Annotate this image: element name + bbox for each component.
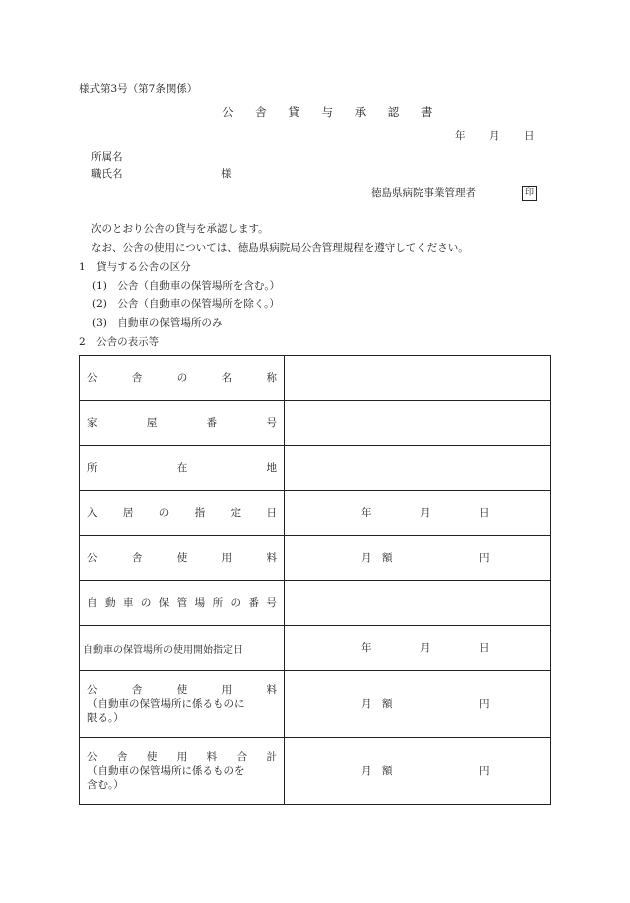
row-value-parking-number [285,581,551,626]
honorific: 様 [221,168,232,180]
body-line-1: 次のとおり公舎の貸与を承認します。 [91,223,269,235]
row-label-parking-number: 自 動 車 の 保 管 場 所 の 番 号 [80,581,285,626]
row-label-location: 所 在 地 [80,446,285,491]
row-label-house-number: 家 屋 番 号 [80,401,285,446]
row-value-location [285,446,551,491]
row-label-housing-fee: 公 舎 使 用 料 [80,536,285,581]
section2-heading: 2 公舎の表示等 [79,336,160,348]
row-value-parking-start-date: 年 月 日 [285,626,551,671]
table-row [80,536,551,581]
row-value-house-number [285,401,551,446]
table-row [80,491,551,536]
document-title: 公 舎 貸 与 承 認 書 [222,105,442,119]
row-value-total-fee: 月 額 円 [285,738,551,805]
row-label-parking-start-date: 自動車の保管場所の使用開始指定日 [80,626,285,671]
row-value-housing-name [285,356,551,401]
seal-stamp: 印 [522,186,537,201]
table-row [80,581,551,626]
table-row [80,401,551,446]
date-month: 月 [489,130,500,142]
section1-item-1: (1) 公舎（自動車の保管場所を含む。） [92,280,281,292]
table-row [80,738,551,805]
row-value-move-in-date: 年 月 日 [285,491,551,536]
form-reference: 様式第3号（第7条関係） [79,83,198,95]
table-row [80,671,551,738]
affiliation-label: 所属名 [91,151,123,163]
section1-item-3: (3) 自動車の保管場所のみ [92,317,223,329]
row-value-housing-fee: 月 額 円 [285,536,551,581]
section1-heading: 1 貸与する公舎の区分 [79,261,191,273]
date-day: 日 [524,130,535,142]
body-line-2: なお、公舎の使用については、徳島県病院局公舎管理規程を遵守してください。 [91,242,469,254]
table-row [80,446,551,491]
table-row [80,626,551,671]
date-year: 年 [455,130,466,142]
issuer-label: 徳島県病院事業管理者 [371,187,476,199]
housing-info-table [79,355,551,805]
row-label-total-fee: 公 舎 使 用 料 合 計 （自動車の保管場所に係るものを 含む。） [80,738,285,805]
row-label-move-in-date: 入 居 の 指 定 日 [80,491,285,536]
row-value-parking-fee: 月 額 円 [285,671,551,738]
name-label: 職氏名 [91,168,123,180]
row-label-housing-name: 公 舎 の 名 称 [80,356,285,401]
row-label-parking-fee: 公 舎 使 用 料 （自動車の保管場所に係るものに 限る。） [80,671,285,738]
table-row [80,356,551,401]
section1-item-2: (2) 公舎（自動車の保管場所を除く。） [92,298,280,310]
